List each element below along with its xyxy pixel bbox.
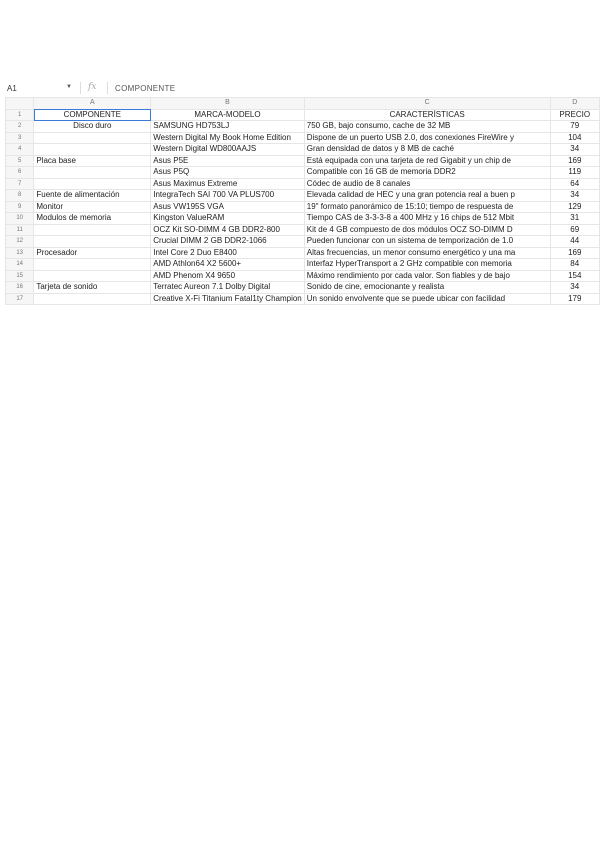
cell-marca-modelo[interactable]: Kingston ValueRAM <box>151 213 305 225</box>
cell-marca-modelo[interactable]: IntegraTech SAI 700 VA PLUS700 <box>151 190 305 202</box>
row-number[interactable]: 7 <box>6 178 34 190</box>
row-number[interactable]: 17 <box>6 293 34 305</box>
spreadsheet-grid <box>5 97 600 305</box>
row-number[interactable]: 14 <box>6 259 34 271</box>
cell-componente[interactable]: Fuente de alimentación <box>34 190 151 202</box>
column-header-c[interactable]: C <box>304 98 550 110</box>
cell-marca-modelo[interactable]: Intel Core 2 Duo E8400 <box>151 247 305 259</box>
cell-precio[interactable]: 31 <box>550 213 599 225</box>
cell-marca-modelo[interactable]: OCZ Kit SO-DIMM 4 GB DDR2-800 <box>151 224 305 236</box>
cell-marca-modelo[interactable]: Creative X-Fi Titanium Fatal1ty Champion <box>151 293 305 305</box>
cell-precio[interactable]: 169 <box>550 247 599 259</box>
cell-caracteristicas[interactable]: Kit de 4 GB compuesto de dos módulos OCZ SO-DIMM D <box>304 224 550 236</box>
cell-header-precio[interactable]: PRECIO <box>550 109 599 121</box>
row-number[interactable]: 1 <box>6 109 34 121</box>
row-number[interactable]: 2 <box>6 121 34 133</box>
cell-precio[interactable]: 179 <box>550 293 599 305</box>
cell-caracteristicas[interactable]: Pueden funcionar con un sistema de temporización de 1.0 <box>304 236 550 248</box>
cell-precio[interactable]: 34 <box>550 190 599 202</box>
cell-precio[interactable]: 69 <box>550 224 599 236</box>
chevron-down-icon[interactable]: ▼ <box>66 84 72 90</box>
cell-caracteristicas[interactable]: Máximo rendimiento por cada valor. Son fiables y de bajo <box>304 270 550 282</box>
cell-componente[interactable] <box>34 224 151 236</box>
cell-caracteristicas[interactable]: Sonido de cine, emocionante y realista <box>304 282 550 294</box>
cell-componente[interactable] <box>34 144 151 156</box>
cell-precio[interactable]: 154 <box>550 270 599 282</box>
cell-marca-modelo[interactable]: Terratec Aureon 7.1 Dolby Digital <box>151 282 305 294</box>
cell-caracteristicas[interactable]: Gran densidad de datos y 8 MB de caché <box>304 144 550 156</box>
table-row <box>6 178 600 190</box>
row-number[interactable]: 3 <box>6 132 34 144</box>
table-row <box>6 144 600 156</box>
cell-componente[interactable]: Placa base <box>34 155 151 167</box>
table-row <box>6 132 600 144</box>
cell-marca-modelo[interactable]: Asus P5Q <box>151 167 305 179</box>
table-row <box>6 201 600 213</box>
cell-header-componente[interactable]: COMPONENTE <box>34 109 151 121</box>
table-row <box>6 270 600 282</box>
name-box[interactable]: A1 <box>7 84 17 93</box>
divider <box>80 82 81 94</box>
cell-marca-modelo[interactable]: Asus P5E <box>151 155 305 167</box>
cell-caracteristicas[interactable]: 19" formato panorámico de 15:10; tiempo de respuesta de <box>304 201 550 213</box>
cell-componente[interactable]: Modulos de memoria <box>34 213 151 225</box>
cell-componente[interactable] <box>34 270 151 282</box>
row-number[interactable]: 6 <box>6 167 34 179</box>
row-number[interactable]: 13 <box>6 247 34 259</box>
cell-caracteristicas[interactable]: Interfaz HyperTransport a 2 GHz compatible con memoria <box>304 259 550 271</box>
cell-precio[interactable]: 34 <box>550 144 599 156</box>
table-row <box>6 121 600 133</box>
cell-precio[interactable]: 169 <box>550 155 599 167</box>
fx-icon: fx <box>88 82 97 92</box>
column-header-d[interactable]: D <box>550 98 599 110</box>
row-number[interactable]: 9 <box>6 201 34 213</box>
cell-marca-modelo[interactable]: SAMSUNG HD753LJ <box>151 121 305 133</box>
cell-precio[interactable]: 119 <box>550 167 599 179</box>
row-number[interactable]: 4 <box>6 144 34 156</box>
cell-marca-modelo[interactable]: Asus Maximus Extreme <box>151 178 305 190</box>
cell-marca-modelo[interactable]: AMD Phenom X4 9650 <box>151 270 305 282</box>
row-number[interactable]: 12 <box>6 236 34 248</box>
formula-input[interactable]: COMPONENTE <box>115 84 176 93</box>
cell-marca-modelo[interactable]: Crucial DIMM 2 GB DDR2-1066 <box>151 236 305 248</box>
row-number[interactable]: 15 <box>6 270 34 282</box>
cell-marca-modelo[interactable]: Asus VW195S VGA <box>151 201 305 213</box>
table-row <box>6 236 600 248</box>
column-header-a[interactable]: A <box>34 98 151 110</box>
cell-caracteristicas[interactable]: Compatible con 16 GB de memoria DDR2 <box>304 167 550 179</box>
cell-componente[interactable] <box>34 293 151 305</box>
divider <box>107 82 108 94</box>
cell-caracteristicas[interactable]: Un sonido envolvente que se puede ubicar con facilidad <box>304 293 550 305</box>
table-row <box>6 293 600 305</box>
cell-precio[interactable]: 64 <box>550 178 599 190</box>
formula-bar <box>0 80 600 97</box>
cell-componente[interactable] <box>34 167 151 179</box>
cell-header-marca-modelo[interactable]: MARCA-MODELO <box>151 109 305 121</box>
row-number[interactable]: 8 <box>6 190 34 202</box>
table-row <box>6 167 600 179</box>
cell-marca-modelo[interactable]: Western Digital My Book Home Edition <box>151 132 305 144</box>
cell-componente[interactable] <box>34 178 151 190</box>
row-number[interactable]: 5 <box>6 155 34 167</box>
cell-marca-modelo[interactable]: Western Digital WD800AAJS <box>151 144 305 156</box>
table-row <box>6 190 600 202</box>
cell-componente[interactable]: Monitor <box>34 201 151 213</box>
cell-precio[interactable]: 104 <box>550 132 599 144</box>
cell-marca-modelo[interactable]: AMD Athlon64 X2 5600+ <box>151 259 305 271</box>
cell-precio[interactable]: 79 <box>550 121 599 133</box>
row-number[interactable]: 16 <box>6 282 34 294</box>
cell-componente[interactable] <box>34 259 151 271</box>
cell-componente[interactable]: Disco duro <box>34 121 151 133</box>
column-header-row <box>6 98 600 110</box>
cell-precio[interactable]: 44 <box>550 236 599 248</box>
cell-caracteristicas[interactable]: Está equipada con una tarjeta de red Gigabit y un chip de <box>304 155 550 167</box>
table-row <box>6 213 600 225</box>
cell-precio[interactable]: 34 <box>550 282 599 294</box>
cell-header-caracteristicas[interactable]: CARACTERÍSTICAS <box>304 109 550 121</box>
table-row <box>6 259 600 271</box>
cell-precio[interactable]: 129 <box>550 201 599 213</box>
cell-componente[interactable] <box>34 236 151 248</box>
column-header-b[interactable]: B <box>151 98 305 110</box>
cell-componente[interactable] <box>34 132 151 144</box>
cell-caracteristicas[interactable]: Tiempo CAS de 3-3-3-8 a 400 MHz y 16 chips de 512 Mbit <box>304 213 550 225</box>
cell-precio[interactable]: 84 <box>550 259 599 271</box>
row-number[interactable]: 11 <box>6 224 34 236</box>
row-number[interactable]: 10 <box>6 213 34 225</box>
cell-caracteristicas[interactable]: 750 GB, bajo consumo, cache de 32 MB <box>304 121 550 133</box>
table-row <box>6 155 600 167</box>
cell-caracteristicas[interactable]: Altas frecuencias, un menor consumo energético y una ma <box>304 247 550 259</box>
cell-componente[interactable]: Procesador <box>34 247 151 259</box>
table-row <box>6 224 600 236</box>
table-row <box>6 282 600 294</box>
cell-caracteristicas[interactable]: Dispone de un puerto USB 2.0, dos conexiones FireWire y <box>304 132 550 144</box>
table-header-row <box>6 109 600 121</box>
table-row <box>6 247 600 259</box>
cell-caracteristicas[interactable]: Elevada calidad de HEC y una gran potencia real a buen p <box>304 190 550 202</box>
select-all-corner[interactable] <box>6 98 34 110</box>
cell-componente[interactable]: Tarjeta de sonido <box>34 282 151 294</box>
cell-caracteristicas[interactable]: Códec de audio de 8 canales <box>304 178 550 190</box>
